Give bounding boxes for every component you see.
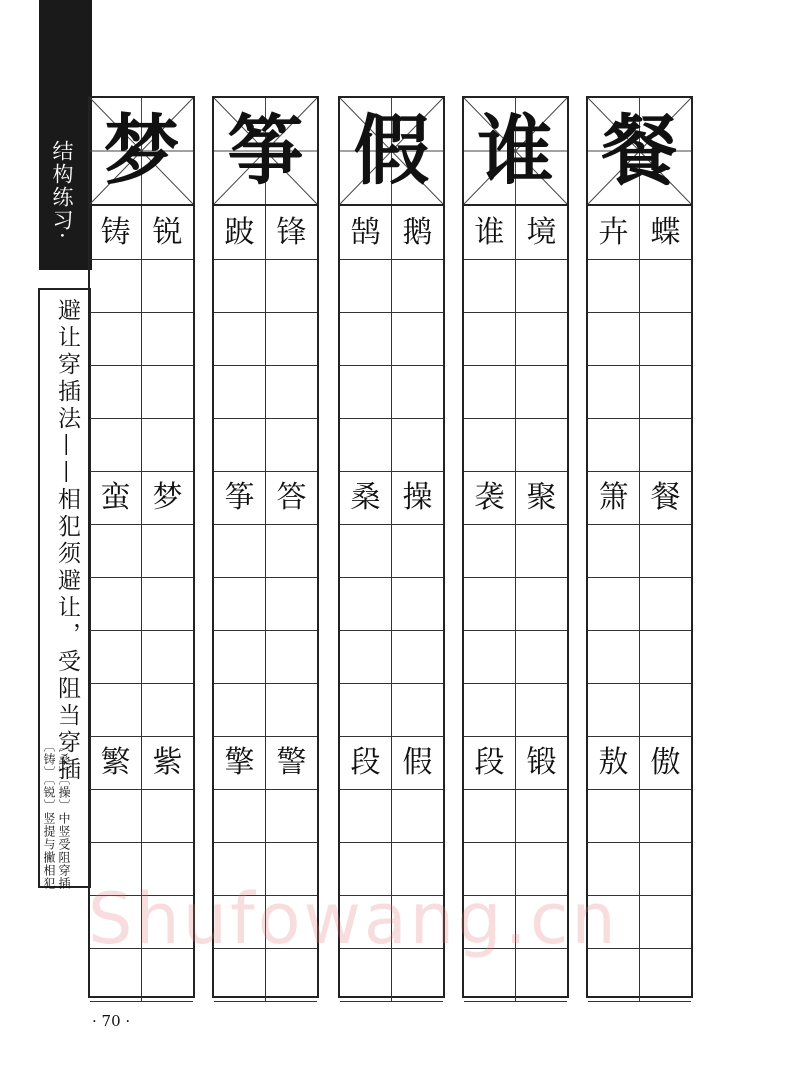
example-character: 警: [276, 745, 307, 780]
practice-row: [588, 206, 691, 260]
practice-row: [90, 365, 193, 419]
main-character-box: [340, 98, 443, 206]
practice-row: [588, 365, 691, 419]
practice-row: [340, 683, 443, 737]
practice-row: [214, 736, 317, 790]
practice-row: [464, 365, 567, 419]
practice-row: [214, 683, 317, 737]
cell-divider: [141, 789, 142, 842]
cell-divider: [141, 630, 142, 683]
practice-row: [90, 259, 193, 313]
cell-divider: [265, 683, 266, 736]
practice-row: [464, 312, 567, 366]
practice-row: [464, 524, 567, 578]
example-character: 擎: [224, 745, 255, 780]
practice-row: [90, 577, 193, 631]
example-character: 操: [402, 480, 433, 515]
cell-divider: [391, 259, 392, 312]
cell-divider: [639, 259, 640, 312]
example-character: 梦: [152, 480, 183, 515]
example-character: 聚: [526, 480, 557, 515]
practice-row: [464, 683, 567, 737]
practice-row: [340, 259, 443, 313]
example-character: 鹅: [402, 215, 433, 250]
practice-row: [464, 630, 567, 684]
cell-divider: [515, 789, 516, 842]
cell-divider: [141, 577, 142, 630]
example-character: 桑: [350, 480, 381, 515]
practice-row: [90, 630, 193, 684]
note-line-1: 〔桑〕〔操〕中竖受阻穿插: [57, 740, 71, 890]
practice-row: [214, 789, 317, 843]
example-character: 跛: [224, 215, 255, 250]
practice-row: [214, 312, 317, 366]
cell-divider: [639, 524, 640, 577]
example-character: 繁: [100, 745, 131, 780]
main-character-box: [214, 98, 317, 206]
main-character-box: [588, 98, 691, 206]
practice-row: [340, 789, 443, 843]
cell-divider: [265, 577, 266, 630]
topic-note: [41, 740, 71, 890]
cell-divider: [391, 683, 392, 736]
cell-divider: [141, 418, 142, 471]
note-line-2: 〔铸〕〔锐〕竖提与撇相犯: [42, 740, 56, 890]
example-character: 锋: [276, 215, 307, 250]
cell-divider: [141, 365, 142, 418]
practice-row: [464, 736, 567, 790]
cell-divider: [391, 312, 392, 365]
main-character: 谁: [477, 106, 554, 195]
practice-row: [90, 312, 193, 366]
example-character: 段: [350, 745, 381, 780]
practice-row: [340, 365, 443, 419]
practice-column: [338, 96, 445, 998]
practice-row: [340, 471, 443, 525]
cell-divider: [639, 365, 640, 418]
cell-divider: [639, 948, 640, 1001]
cell-divider: [515, 630, 516, 683]
example-character: 假: [402, 745, 433, 780]
practice-row: [340, 418, 443, 472]
practice-row: [588, 524, 691, 578]
cell-divider: [141, 683, 142, 736]
example-character: 鹄: [350, 215, 381, 250]
practice-row: [340, 524, 443, 578]
example-character: 蛮: [100, 480, 131, 515]
example-character: 敖: [598, 745, 629, 780]
cell-divider: [515, 312, 516, 365]
practice-row: [588, 259, 691, 313]
cell-divider: [515, 259, 516, 312]
main-character: 餐: [601, 106, 678, 195]
cell-divider: [265, 524, 266, 577]
cell-divider: [515, 577, 516, 630]
cell-divider: [639, 630, 640, 683]
practice-row: [588, 736, 691, 790]
practice-row: [214, 471, 317, 525]
cell-divider: [391, 418, 392, 471]
cell-divider: [391, 524, 392, 577]
cell-divider: [265, 630, 266, 683]
example-character: 锐: [152, 215, 183, 250]
practice-row: [588, 418, 691, 472]
cell-divider: [265, 259, 266, 312]
example-character: 卉: [598, 215, 629, 250]
cell-divider: [141, 312, 142, 365]
practice-row: [588, 630, 691, 684]
main-character-box: [464, 98, 567, 206]
example-character: 筝: [224, 480, 255, 515]
practice-row: [464, 418, 567, 472]
practice-row: [214, 524, 317, 578]
example-character: 境: [526, 215, 557, 250]
cell-divider: [515, 683, 516, 736]
cell-divider: [515, 365, 516, 418]
cell-divider: [265, 312, 266, 365]
watermark: Shufowang.cn: [88, 878, 619, 960]
cell-divider: [391, 630, 392, 683]
practice-row: [340, 312, 443, 366]
practice-row: [214, 577, 317, 631]
cell-divider: [639, 895, 640, 948]
practice-row: [588, 471, 691, 525]
main-character: 筝: [227, 106, 304, 195]
cell-divider: [391, 577, 392, 630]
cell-divider: [639, 418, 640, 471]
page-number: · 70 ·: [92, 1012, 131, 1030]
practice-row: [588, 789, 691, 843]
practice-row: [214, 259, 317, 313]
practice-row: [588, 312, 691, 366]
cell-divider: [265, 418, 266, 471]
example-character: 袭: [474, 480, 505, 515]
practice-row: [214, 630, 317, 684]
practice-column: [586, 96, 693, 998]
cell-divider: [639, 312, 640, 365]
practice-row: [90, 206, 193, 260]
example-character: 锻: [526, 745, 557, 780]
example-character: 蝶: [650, 215, 681, 250]
topic-title: 避让穿插法——相犯须避让，受阻当穿插: [54, 298, 80, 784]
cell-divider: [639, 842, 640, 895]
example-character: 段: [474, 745, 505, 780]
practice-column: [462, 96, 569, 998]
example-character: 餐: [650, 480, 681, 515]
practice-row: [90, 524, 193, 578]
practice-row: [90, 418, 193, 472]
cell-divider: [391, 365, 392, 418]
cell-divider: [515, 524, 516, 577]
example-character: 傲: [650, 745, 681, 780]
cell-divider: [639, 683, 640, 736]
practice-row: [90, 789, 193, 843]
practice-row: [214, 365, 317, 419]
section-label: 结构练习·: [50, 140, 74, 241]
practice-row: [90, 683, 193, 737]
practice-column: [212, 96, 319, 998]
practice-row: [464, 789, 567, 843]
cell-divider: [265, 789, 266, 842]
cell-divider: [639, 577, 640, 630]
example-character: 铸: [100, 215, 131, 250]
practice-row: [464, 471, 567, 525]
cell-divider: [265, 365, 266, 418]
practice-row: [464, 577, 567, 631]
cell-divider: [639, 789, 640, 842]
practice-column: [88, 96, 195, 998]
practice-row: [340, 736, 443, 790]
cell-divider: [141, 524, 142, 577]
practice-row: [340, 206, 443, 260]
practice-row: [214, 418, 317, 472]
practice-row: [214, 206, 317, 260]
cell-divider: [141, 259, 142, 312]
main-character: 假: [353, 106, 430, 195]
practice-row: [464, 259, 567, 313]
practice-row: [340, 630, 443, 684]
main-character: 梦: [103, 106, 180, 195]
practice-row: [464, 206, 567, 260]
example-character: 谁: [474, 215, 505, 250]
main-character-box: [90, 98, 193, 206]
example-character: 答: [276, 480, 307, 515]
practice-row: [588, 577, 691, 631]
practice-row: [90, 471, 193, 525]
example-character: 紫: [152, 745, 183, 780]
example-character: 箫: [598, 480, 629, 515]
practice-row: [340, 577, 443, 631]
practice-row: [588, 683, 691, 737]
cell-divider: [391, 789, 392, 842]
cell-divider: [515, 418, 516, 471]
practice-row: [90, 736, 193, 790]
